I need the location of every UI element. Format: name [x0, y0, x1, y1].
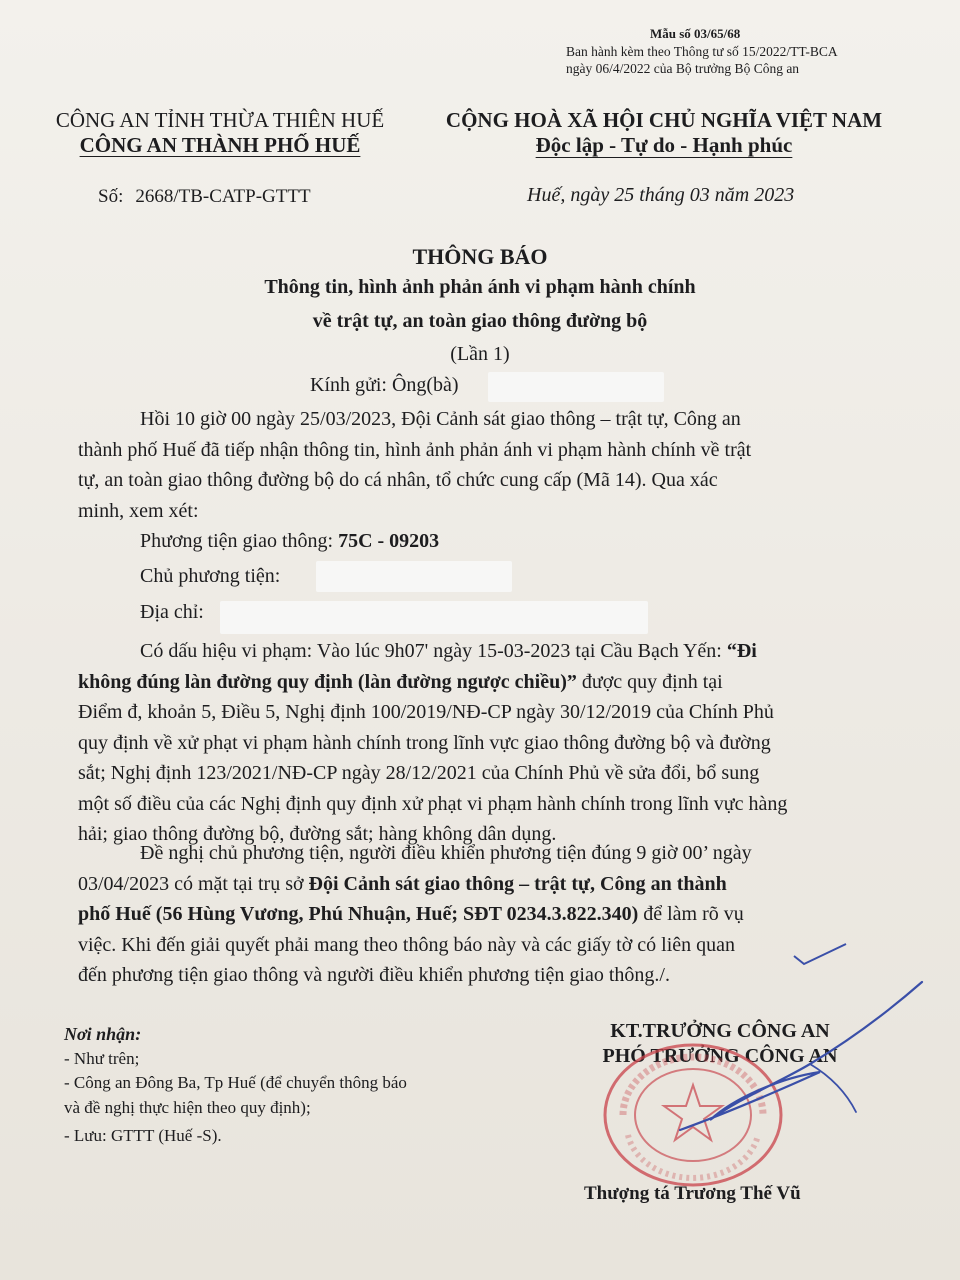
- document-number-value: 2668/TB-CATP-GTTT: [135, 186, 311, 207]
- form-note-line2: ngày 06/4/2022 của Bộ trưởng Bộ Công an: [566, 61, 800, 76]
- request-line: [78, 899, 878, 930]
- violation-bold-start: “Đi: [726, 640, 757, 662]
- request-line: Đề nghị chủ phương tiện, người điều khiển phương tiện đúng 9 giờ 00’ ngày: [140, 842, 752, 864]
- recipient-line: Kính gửi: Ông(bà): [310, 374, 459, 396]
- signature-title-line2: PHÓ TRƯỞNG CÔNG AN: [602, 1045, 838, 1067]
- request-line: đến phương tiện giao thông và người điều khiển phương tiện giao thông./.: [78, 964, 670, 986]
- document-date: Huế, ngày 25 tháng 03 năm 2023: [527, 184, 795, 206]
- nation-line1: CỘNG HOÀ XÃ HỘI CHỦ NGHĨA VIỆT NAM: [445, 108, 883, 132]
- request-location: Đội Cảnh sát giao thông – trật tự, Công an thành: [308, 872, 727, 895]
- notice-count: (Lần 1): [450, 343, 510, 365]
- agency-line1: CÔNG AN TỈNH THỪA THIÊN HUẾ: [55, 108, 385, 132]
- subtitle-line1: Thông tin, hình ảnh phản ánh vi phạm hành chính: [264, 276, 696, 298]
- intro-line: thành phố Huế đã tiếp nhận thông tin, hình ảnh phản ánh vi phạm hành chính về trật: [78, 438, 752, 461]
- intro-line: tự, an toàn giao thông đường bộ do cá nhân, tổ chức cung cấp (Mã 14). Qua xác: [78, 469, 718, 491]
- redacted-owner-name: [316, 561, 512, 592]
- violation-description: không đúng làn đường quy định (làn đường ngược chiều)”: [78, 670, 577, 693]
- form-note-line1: Ban hành kèm theo Thông tư số 15/2022/TT-BCA: [566, 44, 838, 59]
- handwritten-signature-icon: [660, 980, 960, 1140]
- intro-line: minh, xem xét:: [78, 499, 199, 522]
- owner-field: [140, 565, 280, 588]
- check-mark-icon: [790, 940, 850, 970]
- nation-motto: Độc lập - Tự do - Hạnh phúc: [535, 133, 793, 157]
- violation-line: hải; giao thông đường bộ, đường sắt; hàng không dân dụng.: [78, 823, 557, 845]
- address-label: Địa chỉ:: [140, 601, 204, 623]
- redacted-recipient-name: [488, 372, 664, 402]
- recipients-item: - Lưu: GTTT (Huế -S).: [64, 1126, 222, 1145]
- violation-paragraph: [78, 636, 878, 850]
- request-date: 03/04/2023 có mặt tại trụ sở: [78, 872, 309, 895]
- document-number-label: Số:: [98, 186, 124, 207]
- violation-rest: được quy định tại: [576, 670, 723, 693]
- violation-line: một số điều của các Nghị định quy định xử phạt vi phạm hành chính trong lĩnh vực hàng: [78, 792, 788, 815]
- signer-name: Thượng tá Trương Thế Vũ: [584, 1183, 801, 1204]
- violation-prefix: Có dấu hiệu vi phạm: Vào lúc 9h07' ngày 15-03-2023 tại Cầu Bạch Yến:: [140, 640, 727, 662]
- violation-line: [78, 667, 878, 698]
- violation-line: quy định về xử phạt vi phạm hành chính trong lĩnh vực giao thông đường bộ và đường: [78, 731, 771, 754]
- subtitle-line2: về trật tự, an toàn giao thông đường bộ: [312, 310, 648, 332]
- issuing-agency: [40, 108, 400, 158]
- violation-line: sắt; Nghị định 123/2021/NĐ-CP ngày 28/12/2021 của Chính Phủ về sửa đổi, bổ sung: [78, 762, 760, 784]
- form-number: Mẫu số 03/65/68: [650, 26, 741, 41]
- agency-line2: CÔNG AN THÀNH PHỐ HUẾ: [79, 133, 361, 157]
- recipients-item: - Công an Đông Ba, Tp Huế (để chuyển thông báo: [64, 1073, 407, 1092]
- violation-line: Điểm đ, khoản 5, Điều 5, Nghị định 100/2019/NĐ-CP ngày 30/12/2019 của Chính Phủ: [78, 701, 774, 723]
- recipients-item: và đề nghị thực hiện theo quy định);: [64, 1098, 311, 1117]
- recipients-title: Nơi nhận:: [64, 1024, 142, 1044]
- vehicle-plate: 75C - 09203: [338, 530, 440, 552]
- redacted-address: [220, 601, 648, 634]
- signature-title-line1: KT.TRƯỞNG CÔNG AN: [610, 1020, 830, 1042]
- request-address: phố Huế (56 Hùng Vương, Phú Nhuận, Huế; SĐT 0234.3.822.340): [78, 903, 639, 925]
- address-field: [140, 601, 204, 624]
- vehicle-label: Phương tiện giao thông:: [140, 530, 334, 552]
- document-number: [98, 186, 311, 208]
- owner-label: Chủ phương tiện:: [140, 565, 281, 587]
- vehicle-field: [140, 530, 439, 553]
- request-line: việc. Khi đến giải quyết phải mang theo thông báo này và các giấy tờ có liên quan: [78, 933, 736, 956]
- request-purpose: để làm rõ vụ: [638, 903, 744, 925]
- violation-line: [78, 636, 878, 667]
- intro-paragraph: [78, 404, 878, 526]
- national-heading: [424, 108, 904, 158]
- intro-line: Hồi 10 giờ 00 ngày 25/03/2023, Đội Cảnh sát giao thông – trật tự, Công an: [140, 408, 741, 430]
- request-paragraph: [78, 838, 878, 991]
- page-title: THÔNG BÁO: [412, 244, 548, 269]
- recipients-item: - Như trên;: [64, 1049, 140, 1068]
- request-line: [78, 869, 878, 900]
